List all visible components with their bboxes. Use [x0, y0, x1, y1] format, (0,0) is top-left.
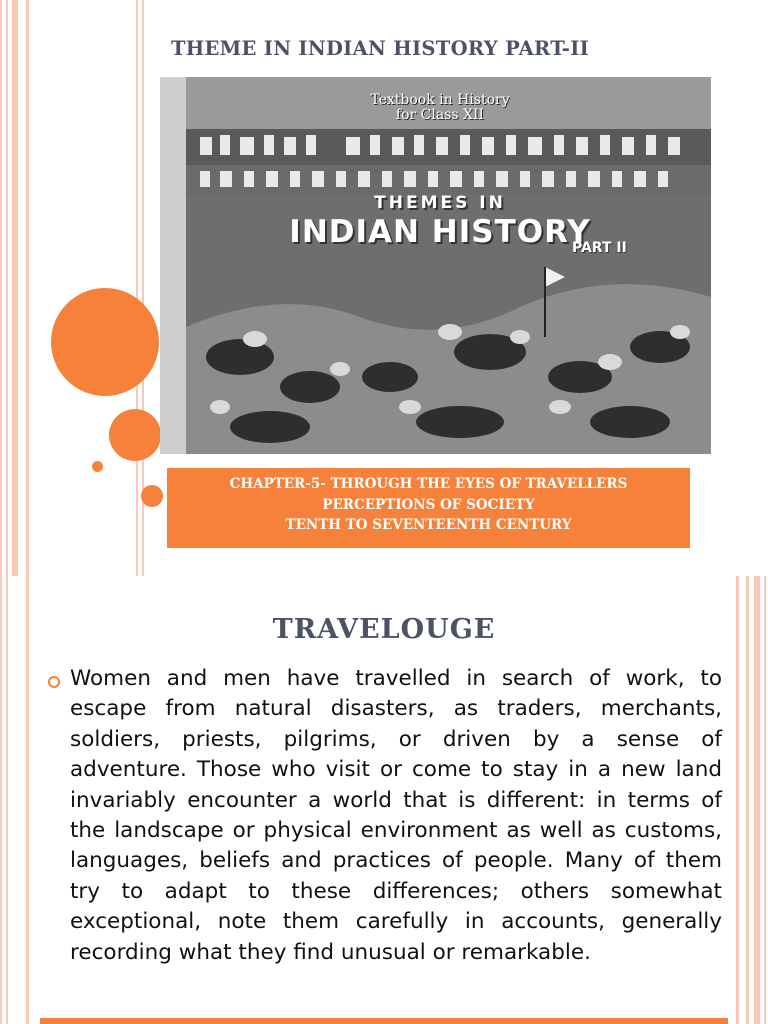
- decorative-circle-large: [51, 288, 159, 396]
- cover-title-line2: INDIAN HISTORY: [289, 214, 591, 250]
- chapter-line1: CHAPTER-5- THROUGH THE EYES OF TRAVELLERS: [229, 476, 628, 492]
- cover-subtitle-line2: for Class XII: [395, 107, 485, 123]
- chapter-banner: [167, 468, 690, 548]
- decorative-stripe: [764, 576, 766, 1024]
- bottom-accent-bar: [40, 1018, 728, 1024]
- bullet-paragraph: Women and men have travelled in search of work, to escape from natural disasters, as traders, merchants, soldiers, priests, pilgrims, or driven by a sense of adventure. Those who visit or come to stay in a new land invariably encounter a world that is different: in terms of the landscape or physical environment as well as customs, languages, beliefs and practices of people. Many of them try to adapt to these differences; others somewhat exceptional, note them carefully in accounts, generally recording what they find unusual or remarkable.: [70, 666, 722, 965]
- slide-2-title: TRAVELOUGE: [272, 614, 496, 645]
- cover-subtitle: [290, 93, 590, 123]
- cover-artwork: [160, 77, 711, 454]
- decorative-stripe: [736, 576, 739, 1024]
- decorative-circle-medium: [109, 409, 161, 461]
- decorative-circle-small: [141, 485, 163, 507]
- cover-title-line1: THEMES IN: [374, 193, 506, 213]
- decorative-stripe: [26, 576, 29, 1024]
- chapter-line3: TENTH TO SEVENTEENTH CENTURY: [285, 517, 572, 533]
- decorative-stripe: [12, 0, 18, 576]
- decorative-stripe: [0, 0, 2, 576]
- chapter-line2: PERCEPTIONS OF SOCIETY: [322, 496, 535, 513]
- decorative-stripe: [26, 0, 29, 576]
- decorative-stripe: [6, 0, 8, 576]
- decorative-stripe: [136, 0, 138, 576]
- slide-2: [0, 576, 768, 1024]
- slide-1-title: THEME IN INDIAN HISTORY PART-II: [170, 37, 590, 60]
- cover-subtitle-line1: Textbook in History: [370, 92, 510, 108]
- decorative-stripe: [754, 576, 760, 1024]
- book-cover-image: [160, 77, 711, 454]
- bullet-circle-icon: [48, 676, 60, 688]
- cover-part-label: PART II: [572, 240, 627, 256]
- book-spine: [160, 77, 186, 454]
- decorative-stripe: [0, 576, 2, 1024]
- decorative-circle-tiny: [92, 461, 103, 472]
- decorative-stripe: [6, 576, 8, 1024]
- decorative-stripe: [746, 576, 749, 1024]
